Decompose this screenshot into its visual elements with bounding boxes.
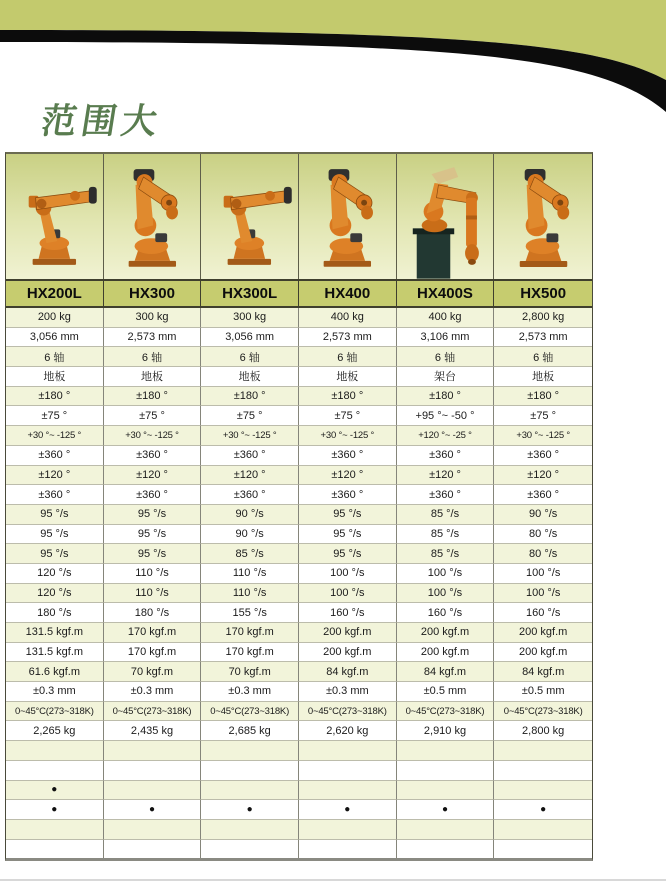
marker-cell <box>299 741 397 761</box>
marker-cell <box>299 820 397 840</box>
spec-value-cell: 地板 <box>494 367 592 387</box>
spec-value-cell: ±360 ° <box>299 446 397 466</box>
marker-cell <box>104 820 202 840</box>
spec-value-cell: 95 °/s <box>299 544 397 564</box>
spec-value-cell: 131.5 kgf.m <box>6 623 104 643</box>
marker-cell <box>299 781 397 801</box>
spec-value-cell: 85 °/s <box>397 505 495 525</box>
robot-image-hx200l <box>6 154 104 279</box>
spec-value-cell: 100 °/s <box>494 564 592 584</box>
table-row <box>6 308 592 328</box>
marker-cell <box>104 840 202 859</box>
robot-arm-extended-icon <box>6 154 103 279</box>
spec-value-cell: ±120 ° <box>6 466 104 486</box>
table-row <box>6 367 592 387</box>
robot-image-hx400 <box>299 154 397 279</box>
spec-value-cell: 2,685 kg <box>201 721 299 741</box>
spec-value-cell: 95 °/s <box>104 525 202 545</box>
spec-value-cell: ±0.5 mm <box>494 682 592 702</box>
spec-value-cell: 70 kgf.m <box>104 662 202 682</box>
robot-image-hx400s <box>397 154 495 279</box>
spec-value-cell: 400 kg <box>397 308 495 328</box>
spec-value-cell: 0~45°C(273~318K) <box>494 702 592 722</box>
spec-value-cell: 2,910 kg <box>397 721 495 741</box>
table-row <box>6 702 592 722</box>
spec-value-cell: 200 kgf.m <box>494 643 592 663</box>
spec-value-cell: 100 °/s <box>299 584 397 604</box>
marker-cell: ● <box>494 800 592 820</box>
spec-value-cell: 2,435 kg <box>104 721 202 741</box>
spec-value-cell: ±180 ° <box>6 387 104 407</box>
table-row <box>6 544 592 564</box>
spec-value-cell: 2,800 kg <box>494 721 592 741</box>
table-row <box>6 643 592 663</box>
spec-value-cell: 架台 <box>397 367 495 387</box>
column-header-hx400: HX400 <box>299 279 397 308</box>
column-header-hx300l: HX300L <box>201 279 299 308</box>
spec-value-cell: ±75 ° <box>201 406 299 426</box>
spec-value-cell: 110 °/s <box>201 584 299 604</box>
table-row <box>6 741 592 761</box>
spec-value-cell: 3,056 mm <box>201 328 299 348</box>
spec-value-cell: 地板 <box>6 367 104 387</box>
spec-value-cell: 200 kgf.m <box>299 643 397 663</box>
marker-cell <box>299 761 397 781</box>
spec-table <box>5 152 593 861</box>
spec-value-cell: 100 °/s <box>299 564 397 584</box>
spec-value-cell: 200 kgf.m <box>494 623 592 643</box>
spec-value-cell: 2,573 mm <box>299 328 397 348</box>
spec-value-cell: 155 °/s <box>201 603 299 623</box>
spec-value-cell: 85 °/s <box>397 525 495 545</box>
spec-value-cell: 地板 <box>299 367 397 387</box>
robot-arm-folded-icon <box>299 154 396 279</box>
spec-value-cell: 0~45°C(273~318K) <box>397 702 495 722</box>
spec-value-cell: 地板 <box>104 367 202 387</box>
table-row <box>6 387 592 407</box>
marker-cell: ● <box>201 800 299 820</box>
column-header-hx200l: HX200L <box>6 279 104 308</box>
spec-value-cell: 160 °/s <box>299 603 397 623</box>
spec-value-cell: 2,620 kg <box>299 721 397 741</box>
spec-value-cell: 0~45°C(273~318K) <box>201 702 299 722</box>
spec-value-cell: 131.5 kgf.m <box>6 643 104 663</box>
spec-value-cell: +30 °~ -125 ° <box>494 426 592 446</box>
table-row <box>6 426 592 446</box>
spec-value-cell: ±120 ° <box>299 466 397 486</box>
marker-cell <box>494 741 592 761</box>
spec-value-cell: 90 °/s <box>201 505 299 525</box>
table-row <box>6 682 592 702</box>
spec-value-cell: ±180 ° <box>104 387 202 407</box>
marker-cell: ● <box>6 800 104 820</box>
table-row <box>6 721 592 741</box>
spec-value-cell: 2,573 mm <box>494 328 592 348</box>
marker-cell <box>201 820 299 840</box>
spec-value-cell: ±0.3 mm <box>6 682 104 702</box>
spec-value-cell: ±360 ° <box>397 446 495 466</box>
marker-cell <box>494 820 592 840</box>
spec-value-cell: 110 °/s <box>104 584 202 604</box>
spec-value-cell: ±75 ° <box>6 406 104 426</box>
spec-value-cell: 200 kg <box>6 308 104 328</box>
spec-value-cell: 6 轴 <box>201 347 299 367</box>
spec-value-cell: +30 °~ -125 ° <box>6 426 104 446</box>
table-row <box>6 761 592 781</box>
spec-value-cell: 300 kg <box>104 308 202 328</box>
spec-value-cell: 170 kgf.m <box>201 623 299 643</box>
page-title: 范围大 <box>38 102 165 141</box>
spec-value-cell: ±180 ° <box>494 387 592 407</box>
marker-cell <box>397 840 495 859</box>
table-row <box>6 446 592 466</box>
spec-value-cell: ±360 ° <box>299 485 397 505</box>
spec-value-cell: 95 °/s <box>104 544 202 564</box>
spec-value-cell: 120 °/s <box>6 584 104 604</box>
spec-value-cell: 6 轴 <box>6 347 104 367</box>
spec-value-cell: 85 °/s <box>201 544 299 564</box>
spec-value-cell: 6 轴 <box>299 347 397 367</box>
table-row <box>6 603 592 623</box>
robot-arm-extended-icon <box>201 154 298 279</box>
table-row <box>6 840 592 859</box>
spec-value-cell: 95 °/s <box>104 505 202 525</box>
spec-value-cell: 160 °/s <box>494 603 592 623</box>
table-row <box>6 328 592 348</box>
marker-cell: ● <box>397 800 495 820</box>
marker-cell <box>6 761 104 781</box>
marker-cell <box>494 781 592 801</box>
robot-arm-folded-icon <box>104 154 201 279</box>
table-row <box>6 820 592 840</box>
robot-image-hx300 <box>104 154 202 279</box>
marker-cell <box>104 741 202 761</box>
marker-cell <box>397 761 495 781</box>
spec-value-cell: ±360 ° <box>6 485 104 505</box>
spec-value-cell: 95 °/s <box>6 525 104 545</box>
robot-arm-folded-icon <box>495 154 592 279</box>
marker-cell: ● <box>104 800 202 820</box>
marker-cell <box>494 840 592 859</box>
spec-value-cell: 180 °/s <box>104 603 202 623</box>
marker-cell <box>397 781 495 801</box>
spec-value-cell: ±120 ° <box>397 466 495 486</box>
spec-value-cell: 85 °/s <box>397 544 495 564</box>
marker-cell <box>6 840 104 859</box>
spec-value-cell: 95 °/s <box>299 525 397 545</box>
spec-value-cell: ±360 ° <box>201 485 299 505</box>
spec-value-cell: ±360 ° <box>201 446 299 466</box>
table-row <box>6 662 592 682</box>
spec-value-cell: +30 °~ -125 ° <box>299 426 397 446</box>
marker-cell: ● <box>299 800 397 820</box>
spec-value-cell: 90 °/s <box>494 505 592 525</box>
spec-value-cell: 6 轴 <box>397 347 495 367</box>
robot-arm-pedestal-icon <box>397 154 494 279</box>
spec-value-cell: 3,106 mm <box>397 328 495 348</box>
spec-value-cell: ±360 ° <box>104 446 202 466</box>
spec-value-cell: 0~45°C(273~318K) <box>299 702 397 722</box>
spec-value-cell: 110 °/s <box>201 564 299 584</box>
robot-image-hx300l <box>201 154 299 279</box>
spec-value-cell: 70 kgf.m <box>201 662 299 682</box>
spec-value-cell: ±180 ° <box>201 387 299 407</box>
spec-value-cell: ±75 ° <box>299 406 397 426</box>
table-row <box>6 800 592 820</box>
table-row <box>6 505 592 525</box>
marker-cell <box>104 781 202 801</box>
spec-value-cell: +120 °~ -25 ° <box>397 426 495 446</box>
marker-cell <box>397 820 495 840</box>
spec-value-cell: ±0.3 mm <box>201 682 299 702</box>
spec-value-cell: +30 °~ -125 ° <box>201 426 299 446</box>
spec-value-cell: ±360 ° <box>397 485 495 505</box>
spec-value-cell: ±120 ° <box>201 466 299 486</box>
marker-cell <box>201 781 299 801</box>
spec-value-cell: 80 °/s <box>494 544 592 564</box>
spec-value-cell: 2,265 kg <box>6 721 104 741</box>
spec-value-cell: ±120 ° <box>494 466 592 486</box>
spec-value-cell: ±75 ° <box>494 406 592 426</box>
spec-value-cell: 170 kgf.m <box>104 643 202 663</box>
spec-value-cell: ±0.3 mm <box>299 682 397 702</box>
table-row <box>6 485 592 505</box>
spec-value-cell: ±360 ° <box>494 485 592 505</box>
page-bottom-edge <box>0 879 666 881</box>
spec-value-cell: ±360 ° <box>494 446 592 466</box>
spec-value-cell: 6 轴 <box>494 347 592 367</box>
spec-value-cell: 100 °/s <box>397 584 495 604</box>
model-header-row <box>6 279 592 308</box>
column-header-hx400s: HX400S <box>397 279 495 308</box>
spec-value-cell: +30 °~ -125 ° <box>104 426 202 446</box>
marker-cell <box>201 840 299 859</box>
spec-value-cell: 100 °/s <box>494 584 592 604</box>
spec-value-cell: 84 kgf.m <box>299 662 397 682</box>
spec-value-cell: 95 °/s <box>299 505 397 525</box>
spec-value-cell: 120 °/s <box>6 564 104 584</box>
spec-value-cell: ±75 ° <box>104 406 202 426</box>
marker-cell <box>6 820 104 840</box>
spec-value-cell: ±0.3 mm <box>104 682 202 702</box>
marker-cell <box>299 840 397 859</box>
column-header-hx300: HX300 <box>104 279 202 308</box>
spec-value-cell: 170 kgf.m <box>104 623 202 643</box>
spec-value-cell: 180 °/s <box>6 603 104 623</box>
spec-value-cell: ±120 ° <box>104 466 202 486</box>
table-row <box>6 347 592 367</box>
spec-value-cell: ±360 ° <box>104 485 202 505</box>
spec-value-cell: 160 °/s <box>397 603 495 623</box>
spec-value-cell: ±360 ° <box>6 446 104 466</box>
spec-value-cell: 84 kgf.m <box>494 662 592 682</box>
spec-value-cell: 110 °/s <box>104 564 202 584</box>
spec-value-cell: 100 °/s <box>397 564 495 584</box>
marker-cell <box>201 761 299 781</box>
table-row <box>6 623 592 643</box>
spec-value-cell: 95 °/s <box>6 544 104 564</box>
spec-value-cell: 90 °/s <box>201 525 299 545</box>
spec-value-cell: 0~45°C(273~318K) <box>6 702 104 722</box>
marker-cell <box>494 761 592 781</box>
spec-value-cell: ±180 ° <box>299 387 397 407</box>
table-row <box>6 584 592 604</box>
spec-value-cell: 3,056 mm <box>6 328 104 348</box>
marker-cell <box>104 761 202 781</box>
spec-value-cell: 2,800 kg <box>494 308 592 328</box>
table-row <box>6 564 592 584</box>
spec-value-cell: 170 kgf.m <box>201 643 299 663</box>
marker-cell <box>6 741 104 761</box>
spec-value-cell: 6 轴 <box>104 347 202 367</box>
spec-value-cell: 80 °/s <box>494 525 592 545</box>
table-row <box>6 406 592 426</box>
spec-value-cell: 地板 <box>201 367 299 387</box>
spec-value-cell: 200 kgf.m <box>299 623 397 643</box>
robot-image-row <box>6 154 592 279</box>
spec-value-cell: 400 kg <box>299 308 397 328</box>
robot-image-hx500 <box>494 154 592 279</box>
spec-value-cell: 84 kgf.m <box>397 662 495 682</box>
marker-cell <box>201 741 299 761</box>
table-row <box>6 525 592 545</box>
table-row <box>6 466 592 486</box>
table-row <box>6 781 592 801</box>
spec-value-cell: 200 kgf.m <box>397 623 495 643</box>
spec-value-cell: 0~45°C(273~318K) <box>104 702 202 722</box>
spec-value-cell: ±0.5 mm <box>397 682 495 702</box>
spec-value-cell: ±180 ° <box>397 387 495 407</box>
spec-value-cell: 300 kg <box>201 308 299 328</box>
spec-value-cell: 61.6 kgf.m <box>6 662 104 682</box>
spec-value-cell: 200 kgf.m <box>397 643 495 663</box>
marker-cell <box>397 741 495 761</box>
marker-cell: ● <box>6 781 104 801</box>
spec-value-cell: +95 °~ -50 ° <box>397 406 495 426</box>
column-header-hx500: HX500 <box>494 279 592 308</box>
spec-value-cell: 95 °/s <box>6 505 104 525</box>
spec-value-cell: 2,573 mm <box>104 328 202 348</box>
